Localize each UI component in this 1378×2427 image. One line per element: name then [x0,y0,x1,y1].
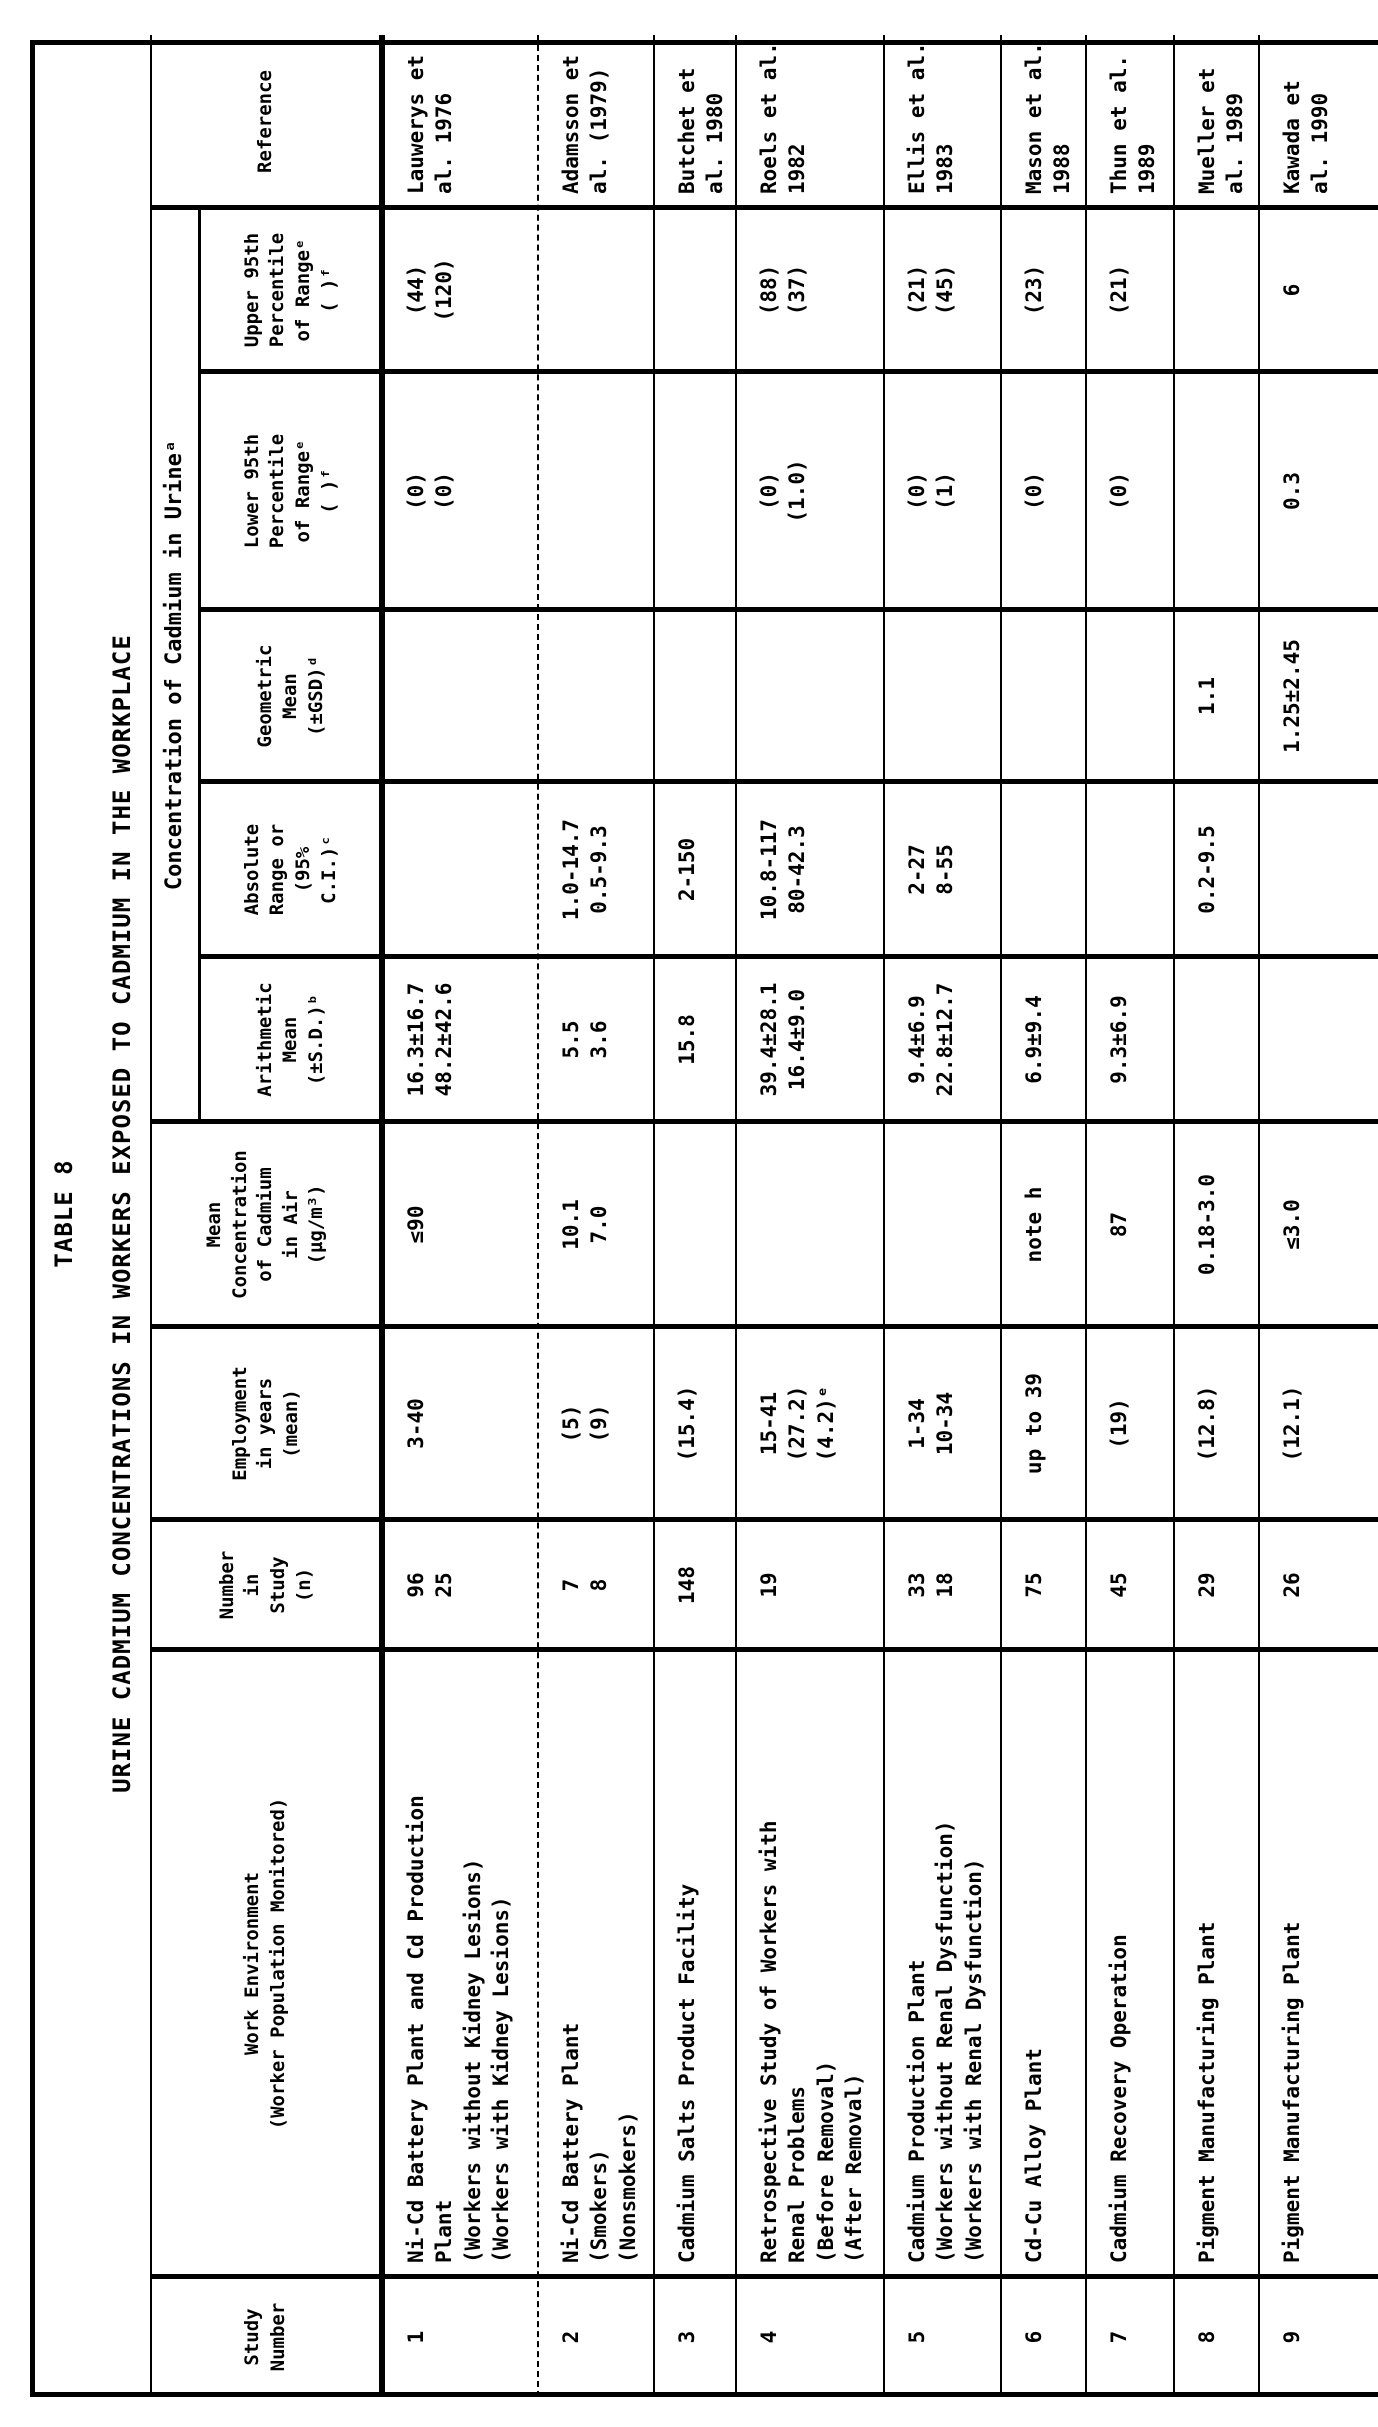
column-divider [150,2274,1378,2279]
table-cell-reference: Thun et al. 1989 [1107,54,1160,194]
column-divider [150,1324,1378,1329]
table-cell-lower95: 0.3 [1280,472,1304,510]
table-cell-lower95 [653,372,735,610]
table-cell-upper95: 6 [1280,283,1304,297]
column-divider [200,954,1378,959]
table-title: URINE CADMIUM CONCENTRATIONS IN WORKERS EXPOSED TO CADMIUM IN THE WORKPLACE [108,634,136,1793]
table-cell-study: 7 [1107,2330,1131,2344]
table-cell-employment: 15-41 (27.2) (4.2)ᵉ [757,1385,838,1462]
column-header-study: Study Number [241,2302,289,2372]
table-cell-study: 4 [757,2330,781,2344]
table-cell-reference: Butchet et al. 1980 [675,67,728,194]
table-cell-air: ≤90 [404,1205,428,1244]
table-cell-environment: Ni-Cd Battery Plant and Cd Production Plant (Workers without Kidney Lesions) (Workers with Kidney Lesions) [404,1795,514,2263]
table-cell-reference: Ellis et al. 1983 [905,42,958,194]
table-cell-employment: (12.1) [1280,1385,1304,1462]
table-cell-arith-mean: 15.8 [675,1014,699,1065]
table-cell-geo-mean [735,610,883,782]
row-divider [1000,35,1002,2397]
row-divider [883,35,885,2397]
column-header-arith-mean: Arithmetic Mean (±S.D.)ᵇ [253,982,327,1097]
table-cell-arith-mean [1173,957,1258,1122]
table-cell-upper95: (23) [1022,264,1046,316]
table-cell-upper95: (88) (37) [757,264,810,316]
table-cell-environment: Cadmium Salts Product Facility [675,1883,699,2263]
row-divider [1258,35,1260,2397]
column-divider [150,205,1378,210]
table-cell-arith-mean: 9.3±6.9 [1107,995,1131,1084]
table-cell-study: 5 [905,2330,929,2344]
table-cell-employment: (19) [1107,1398,1131,1449]
table-cell-abs-range: 1.0-14.7 0.5-9.3 [559,818,612,921]
table-cell-upper95 [1173,208,1258,372]
row-divider [653,35,655,2397]
table-cell-lower95: (0) (1) [905,472,958,510]
table-cell-n: 148 [675,1566,699,1604]
table-cell-air [735,1122,883,1327]
table-cell-arith-mean: 39.4±28.1 16.4±9.0 [757,982,810,1097]
table-cell-environment: Pigment Manufacturing Plant [1195,1921,1219,2263]
table-cell-n: 45 [1107,1572,1131,1598]
column-header-environment: Work Environment (Worker Population Monitored) [241,1797,289,2130]
table-cell-abs-range: 10.8-117 80-42.3 [757,818,810,921]
column-header-air: Mean Concentration of Cadmium in Air (µg/m³) [202,1150,328,1299]
table-cell-n: 33 18 [905,1572,958,1598]
column-header-lower95: Lower 95th Percentile of Rangeᵉ ( )ᶠ [240,433,340,549]
column-divider [200,607,1378,612]
table-cell-air [653,1122,735,1327]
table-cell-arith-mean: 9.4±6.9 22.8±12.7 [905,982,958,1097]
table-cell-n: 19 [757,1572,781,1598]
table-cell-upper95: (21) (45) [905,264,958,316]
table-cell-lower95 [537,372,653,610]
table-cell-reference: Mason et al. 1988 [1022,42,1075,194]
table-cell-study: 2 [559,2330,583,2344]
table-cell-upper95: (44) (120) [404,258,457,322]
column-header-employment: Employment in years (mean) [228,1366,302,1481]
table-cell-environment: Cadmium Recovery Operation [1107,1934,1131,2263]
table-cell-geo-mean [537,610,653,782]
table-cell-n: 26 [1280,1572,1304,1598]
table-cell-air: ≤3.0 [1280,1199,1304,1250]
table-cell-abs-range [1000,782,1085,957]
table-cell-lower95: (0) (1.0) [757,459,810,523]
table-cell-arith-mean: 6.9±9.4 [1022,995,1046,1084]
table-cell-air: 87 [1107,1211,1131,1238]
table-cell-abs-range [382,782,537,957]
table-cell-geo-mean [653,610,735,782]
column-header-geo-mean: Geometric Mean (±GSD)ᵈ [253,644,327,748]
table-cell-reference: Mueller et al. 1989 [1195,67,1248,194]
table-cell-geo-mean [1085,610,1173,782]
table-cell-arith-mean [1258,957,1345,1122]
table-cell-geo-mean [382,610,537,782]
column-header-abs-range: Absolute Range or (95% C.I.)ᶜ [240,823,340,916]
table-cell-study: 8 [1195,2330,1219,2344]
row-divider [1085,35,1087,2397]
table-cell-reference: Roels et al. 1982 [757,42,810,194]
table-cell-abs-range [1085,782,1173,957]
table-cell-n: 96 25 [404,1572,457,1598]
table-cell-upper95: (21) [1107,264,1131,316]
table-cell-geo-mean [1000,610,1085,782]
group-header-urine: Concentration of Cadmium in Urineᵃ [162,439,188,891]
table-cell-employment: (15.4) [675,1385,699,1462]
table-cell-arith-mean: 5.5 3.6 [559,1020,612,1059]
table-cell-n: 75 [1022,1572,1046,1598]
table-cell-abs-range [1258,782,1345,957]
column-header-upper95: Upper 95th Percentile of Rangeᵉ ( )ᶠ [240,232,340,348]
table-cell-environment: Cd-Cu Alloy Plant [1022,2048,1046,2263]
column-header-n: Number in Study (n) [215,1550,315,1620]
row-divider [735,35,737,2397]
table-cell-lower95: (0) [1022,472,1046,510]
table-cell-air: 10.1 7.0 [559,1199,612,1250]
row-divider [1173,35,1175,2397]
table-cell-geo-mean [883,610,1000,782]
table-cell-employment: (12.8) [1195,1385,1219,1462]
table-cell-study: 1 [404,2330,428,2344]
table-cell-employment: 3-40 [404,1398,428,1449]
table-cell-air: 0.18-3.0 [1195,1173,1219,1276]
table-cell-environment: Pigment Manufacturing Plant [1280,1921,1304,2263]
column-divider [150,1647,1378,1652]
table-cell-n: 29 [1195,1572,1219,1598]
table-cell-air [883,1122,1000,1327]
table-cell-lower95: (0) (0) [404,472,457,510]
table-cell-upper95 [537,208,653,372]
table-cell-employment: up to 39 [1022,1372,1046,1475]
table-cell-study: 9 [1280,2330,1304,2344]
table-cell-lower95: (0) [1107,472,1131,510]
table-cell-air: note h [1022,1186,1046,1263]
column-divider [200,779,1378,784]
table-cell-lower95 [1173,372,1258,610]
table-cell-study: 6 [1022,2330,1046,2344]
table-cell-arith-mean: 16.3±16.7 48.2±42.6 [404,982,457,1097]
table-cell-reference: Kawada et al. 1990 [1280,80,1333,194]
column-header-reference: Reference [254,70,277,173]
row-divider-dashed [537,35,539,2397]
table-cell-upper95 [653,208,735,372]
table-label: TABLE 8 [50,1159,78,1268]
table-cell-employment: 1-34 10-34 [905,1391,958,1456]
table-cell-reference: Adamsson et al. (1979) [559,54,612,194]
table-cell-reference: Lauwerys et al. 1976 [404,54,457,194]
table-cell-geo-mean: 1.25±2.45 [1280,639,1304,753]
table-cell-employment: (5) (9) [559,1404,612,1443]
column-divider [150,1119,1378,1124]
table-cell-n: 7 8 [559,1578,612,1592]
table-cell-abs-range: 0.2-9.5 [1195,825,1219,914]
table-cell-abs-range: 2-150 [675,837,699,902]
table-cell-abs-range: 2-27 8-55 [905,844,958,895]
column-divider [200,369,1378,374]
table-cell-geo-mean: 1.1 [1195,677,1219,715]
table-cell-study: 3 [675,2330,699,2344]
column-divider [150,1517,1378,1522]
table-cell-environment: Retrospective Study of Workers with Renal Problems (Before Removal) (After Removal) [757,1820,867,2263]
table-cell-environment: Cadmium Production Plant (Workers without Renal Dysfunction) (Workers with Renal Dysfunction) [905,1820,986,2263]
table-cell-environment: Ni-Cd Battery Plant (Smokers) (Nonsmokers) [559,2022,640,2263]
